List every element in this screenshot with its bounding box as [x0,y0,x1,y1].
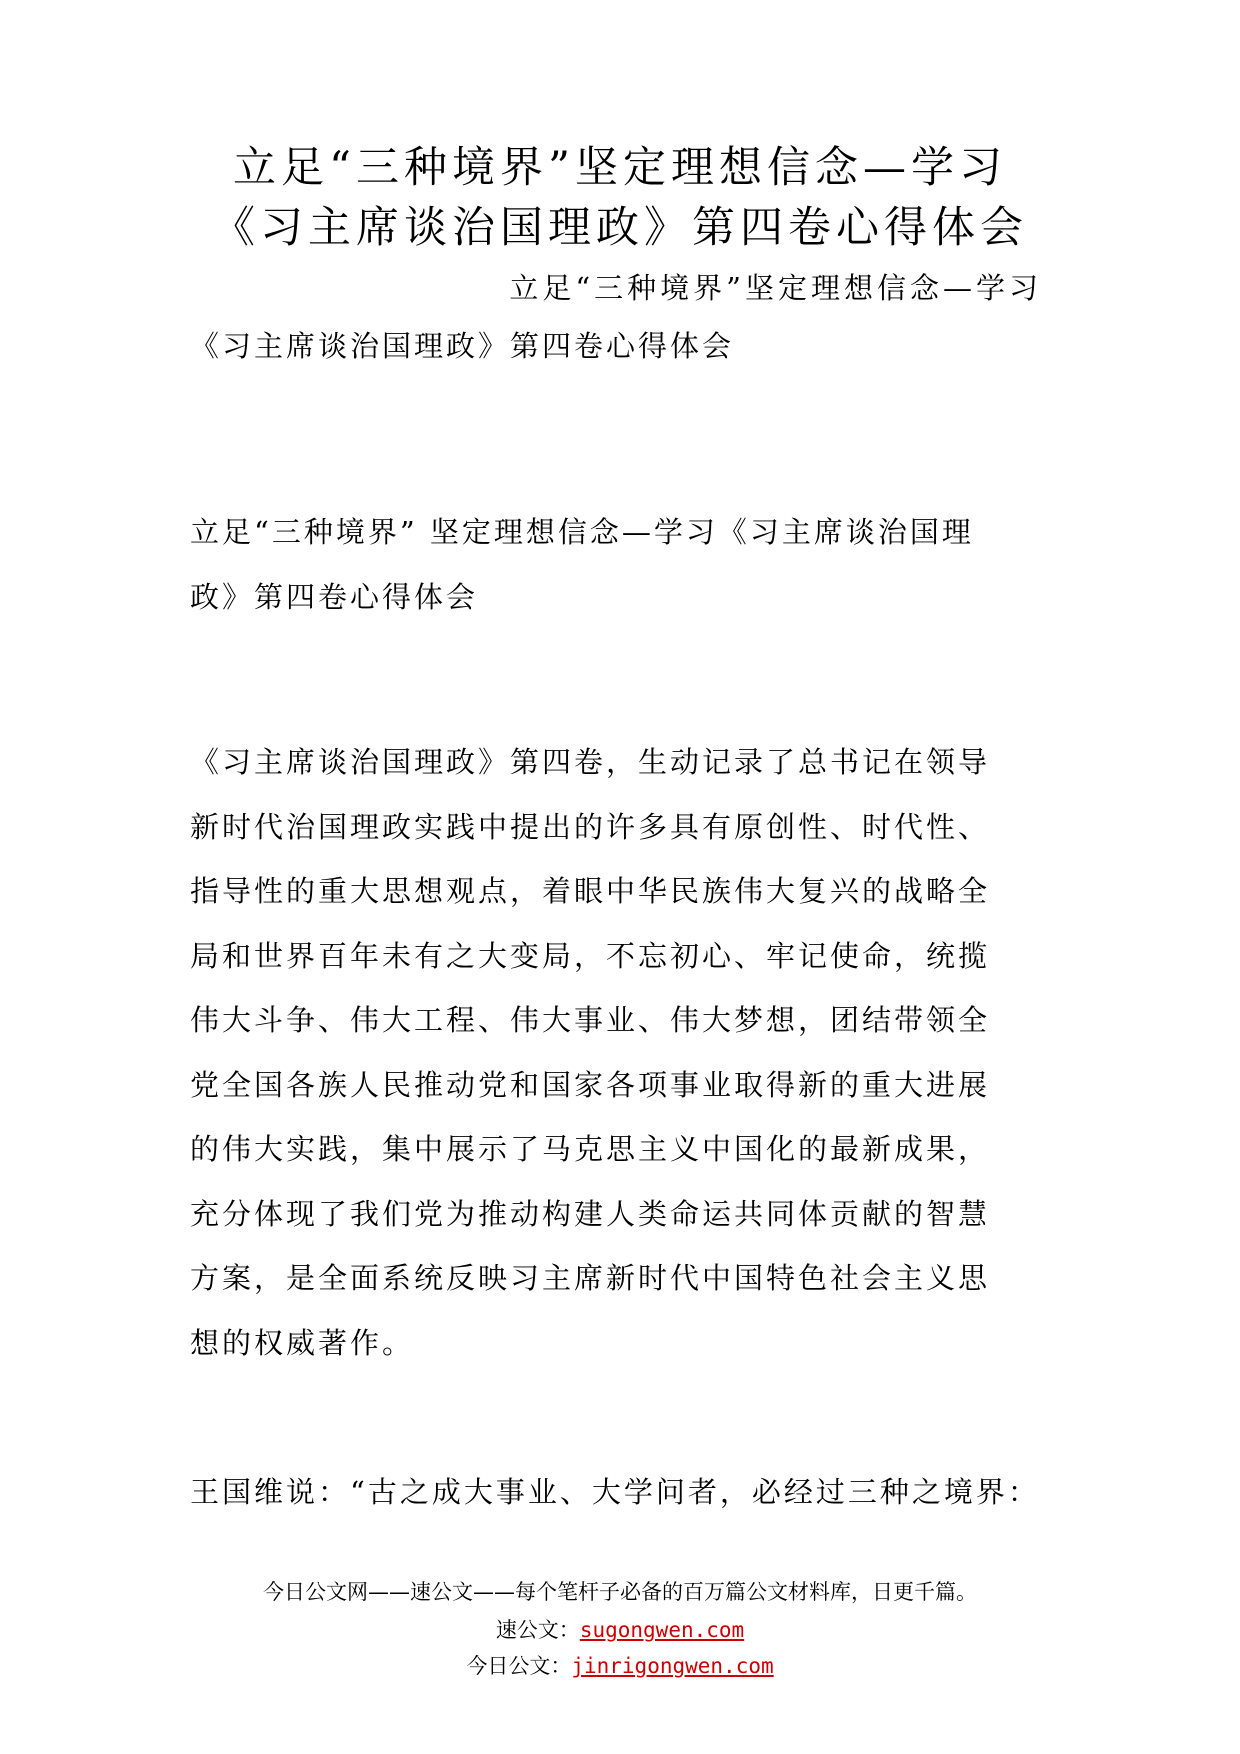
sugongwen-link[interactable]: sugongwen.com [579,1618,745,1642]
paragraph-line: 新时代治国理政实践中提出的许多具有原创性、时代性、 [190,809,991,844]
title-line-2: 《习主席谈治国理政》第四卷心得体会 [212,203,1028,253]
paragraph-line: 党全国各族人民推动党和国家各项事业取得新的重大进展 [190,1067,991,1102]
jinrigongwen-link[interactable]: jinrigongwen.com [571,1654,774,1678]
footer-sugongwen [0,1614,1240,1644]
heading-paragraph [190,500,1060,629]
quote-paragraph [190,1460,1060,1525]
paragraph-line: 的伟大实践，集中展示了马克思主义中国化的最新成果， [190,1132,991,1166]
subtitle-line-1: 立足“三种境界”坚定理想信念—学习 [509,271,1042,305]
footer-jinrigongwen [0,1650,1240,1680]
footer-jinrigongwen-label: 今日公文： [466,1654,572,1678]
footer-sugongwen-label: 速公文： [495,1618,580,1642]
paragraph-line: 充分体现了我们党为推动构建人类命运共同体贡献的智慧 [190,1196,991,1231]
paragraph-line: 局和世界百年未有之大变局，不忘初心、牢记使命，统揽 [190,938,991,973]
title-line-1: 立足“三种境界”坚定理想信念—学习 [233,143,1007,193]
paragraph-line: 想的权威著作。 [190,1325,415,1360]
body-paragraph [190,730,1060,1375]
heading-line: 立足“三种境界” 坚定理想信念—学习《习主席谈治国理 [190,515,974,549]
subtitle-line-2: 《习主席谈治国理政》第四卷心得体会 [190,329,735,363]
paragraph-line: 伟大斗争、伟大工程、伟大事业、伟大梦想，团结带领全 [190,1003,991,1037]
paragraph-line: 方案，是全面系统反映习主席新时代中国特色社会主义思 [190,1261,991,1295]
paragraph-line: 《习主席谈治国理政》第四卷，生动记录了总书记在领导 [190,745,991,779]
paragraph-line: 指导性的重大思想观点，着眼中华民族伟大复兴的战略全 [190,874,991,908]
footer-tagline: 今日公文网——速公文——每个笔杆子必备的百万篇公文材料库，日更千篇。 [263,1580,977,1604]
heading-line: 政》第四卷心得体会 [190,579,479,614]
quote-line: 王国维说：“古之成大事业、大学问者，必经过三种之境界： [190,1475,1040,1509]
